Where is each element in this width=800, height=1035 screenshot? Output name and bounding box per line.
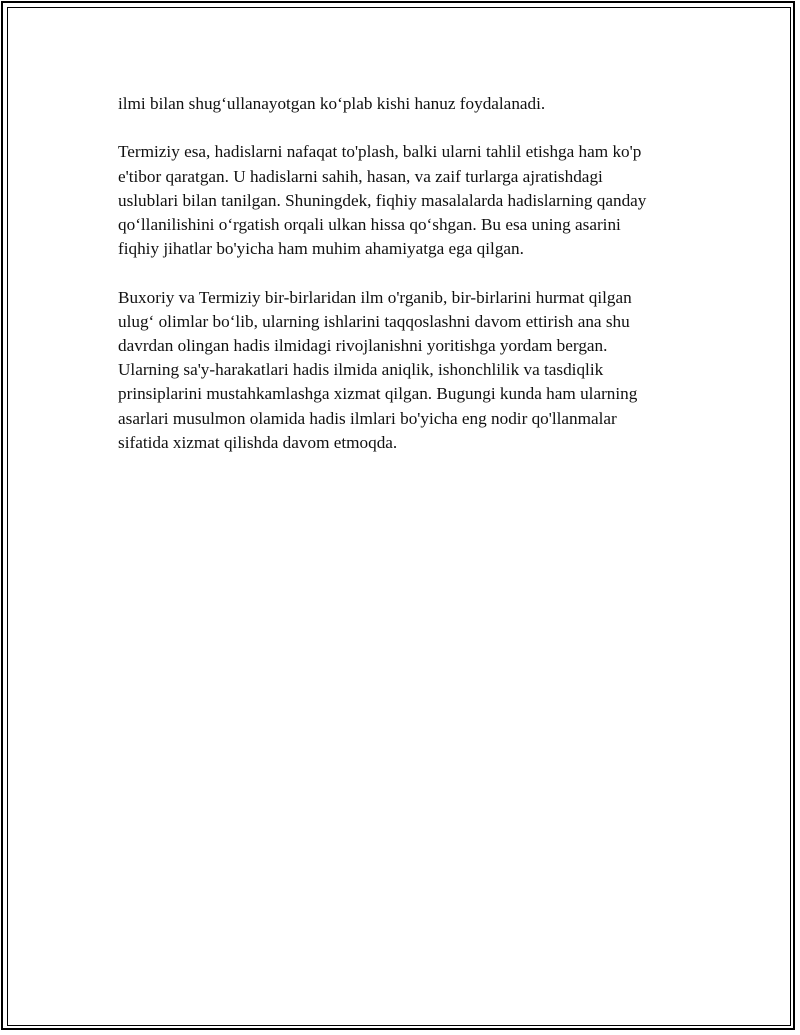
paragraph-continuation: ilmi bilan shug‘ullanayotgan ko‘plab kishi hanuz foydalanadi.	[118, 94, 546, 113]
paragraph-termiziy: Termiziy esa, hadislarni nafaqat to'plash, balki ularni tahlil etishga ham ko'p e'tibor qaratgan. U hadislarni sahih, hasan, va zaif turlarga ajratishdagi uslublari bilan tanilgan. Shuningdek, fiqhiy masalalarda hadislarning qanday qo‘llanilishini o‘rgatish orqali ulkan hissa qo‘shgan. Bu esa uning asarini fiqhiy jihatlar bo'yicha ham muhim ahamiyatga ega qilgan.	[118, 142, 647, 259]
document-body	[118, 92, 688, 479]
paragraph-buxoriy-termiziy: Buxoriy va Termiziy bir-birlaridan ilm o'rganib, bir-birlarini hurmat qilgan ulug‘ olimlar bo‘lib, ularning ishlarini taqqoslashni davom ettirish ana shu davrdan olingan hadis ilmidagi rivojlanishni yoritishga yordam bergan. Ularning sa'y-harakatlari hadis ilmida aniqlik, ishonchlilik va tasdiqlik prinsiplarini mustahkamlashga xizmat qilgan. Bugungi kunda ham ularning asarlari musulmon olamida hadis ilmlari bo'yicha eng nodir qo'llanmalar sifatida xizmat qilishda davom etmoqda.	[118, 287, 638, 452]
